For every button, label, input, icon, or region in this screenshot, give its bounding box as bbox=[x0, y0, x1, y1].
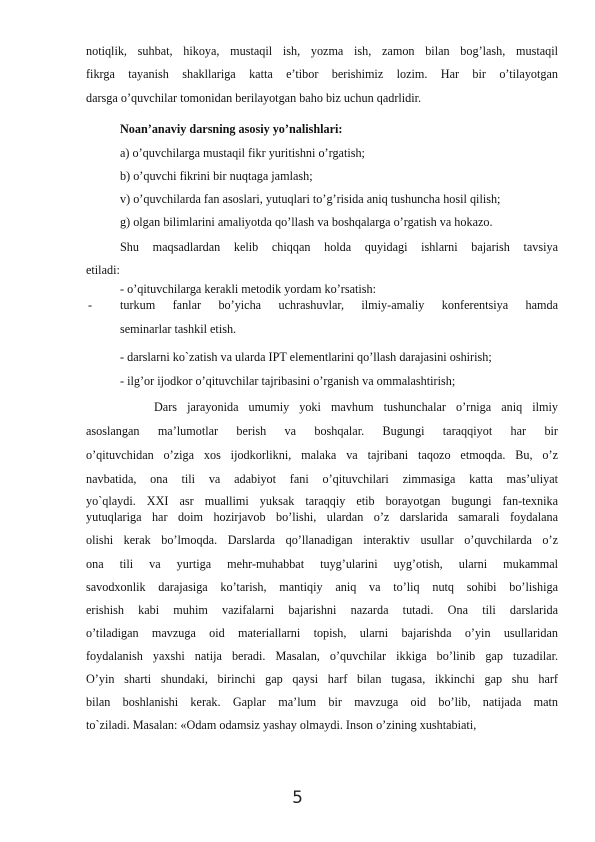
list-item: a) o’quvchilarga mustaqil fikr yuritishni o’rgatish; bbox=[120, 146, 365, 160]
paragraph-line: erishish kabi muhim vazifalarni bajarishni nazarda tutadi. Ona tili darslarida bbox=[86, 603, 558, 617]
paragraph-line: darsga o’quvchilar tomonidan berilayotgan baho biz uchun qadrlidir. bbox=[86, 91, 422, 105]
list-item: seminarlar tashkil etish. bbox=[120, 322, 237, 336]
paragraph-line: notiqlik, suhbat, hikoya, mustaqil ish, yozma ish, zamon bilan bog’lash, mustaqil bbox=[86, 44, 558, 58]
paragraph-line: Dars jarayonida umumiy yoki mavhum tushunchalar o’rniga aniq ilmiy bbox=[154, 400, 558, 414]
list-item: - o’qituvchilarga kerakli metodik yordam ko’rsatish: bbox=[120, 282, 376, 296]
list-item: v) o’quvchilarda fan asoslari, yutuqlari to’g’risida aniq tushuncha hosil qilish; bbox=[120, 192, 501, 206]
paragraph-line: etiladi: bbox=[86, 263, 120, 277]
section-heading: Noan’anaviy darsning asosiy yo’nalishlari: bbox=[120, 122, 343, 136]
list-dash: - bbox=[88, 298, 93, 312]
list-item: turkum fanlar bo’yicha uchrashuvlar, ilmiy-amaliy konferentsiya hamda bbox=[120, 298, 558, 312]
paragraph-line: savodxonlik darajasiga ko’tarish, mantiqiy aniq va to’liq nutq sohibi bo’lishiga bbox=[86, 580, 558, 594]
list-item: - darslarni ko`zatish va ularda IPT elementlarini qo’llash darajasini oshirish; bbox=[120, 350, 492, 364]
paragraph-line: Shu maqsadlardan kelib chiqqan holda quyidagi ishlarni bajarish tavsiya bbox=[120, 240, 558, 254]
paragraph-line: O’yin sharti shundaki, birinchi gap qaysi harf bilan tugasa, ikkinchi gap shu harf bbox=[86, 672, 558, 686]
list-item: g) olgan bilimlarini amaliyotda qo’llash va boshqalarga o’rgatish va hokazo. bbox=[120, 215, 493, 229]
paragraph-line: o’tiladigan mavzuga oid materiallarni topish, ularni bajarishda o’yin usullaridan bbox=[86, 626, 558, 640]
paragraph-line: olishi kerak bo’lmoqda. Darslarda qo’llanadigan interaktiv usullar o’quvchilarda o’z bbox=[86, 533, 558, 547]
paragraph-line: yo`qlaydi. XXI asr muallimi yuksak taraqqiy etib borayotgan bugungi fan-texnika bbox=[86, 494, 558, 508]
paragraph-line: ona tili va yurtiga mehr-muhabbat tuyg’ularini uyg’otish, ularni mukammal bbox=[86, 557, 558, 571]
paragraph-line: fikrga tayanish shakllariga katta e’tibor berishimiz lozim. Har bir o’tilayotgan bbox=[86, 67, 558, 81]
paragraph-line: to`ziladi. Masalan: «Odam odamsiz yashay olmaydi. Inson o’zining xushtabiati, bbox=[86, 718, 477, 732]
list-item: - ilg’or ijodkor o’qituvchilar tajribasini o’rganish va ommalashtirish; bbox=[120, 374, 456, 388]
page-number: 5 bbox=[292, 788, 303, 808]
paragraph-line: o’qituvchidan o’ziga xos ijodkorlikni, malaka va tajribani taqozo etmoqda. Bu, o’z bbox=[86, 448, 558, 462]
paragraph-line: foydalanish yaxshi natija beradi. Masalan, o’quvchilar ikkiga bo’linib gap tuzadilar. bbox=[86, 649, 558, 663]
list-item: b) o’quvchi fikrini bir nuqtaga jamlash; bbox=[120, 169, 313, 183]
paragraph-line: navbatida, ona tili va adabiyot fani o’qituvchilari zimmasiga katta mas’uliyat bbox=[86, 472, 558, 486]
paragraph-line: asoslangan ma’lumotlar berish va boshqalar. Bugungi taraqqiyot har bir bbox=[86, 424, 558, 438]
paragraph-line: yutuqlariga har doim hozirjavob bo’lishi, ulardan o’z darslarida samarali foydalana bbox=[86, 510, 558, 524]
paragraph-line: bilan boshlanishi kerak. Gaplar ma’lum bir mavzuga oid bo’lib, natijada matn bbox=[86, 695, 558, 709]
